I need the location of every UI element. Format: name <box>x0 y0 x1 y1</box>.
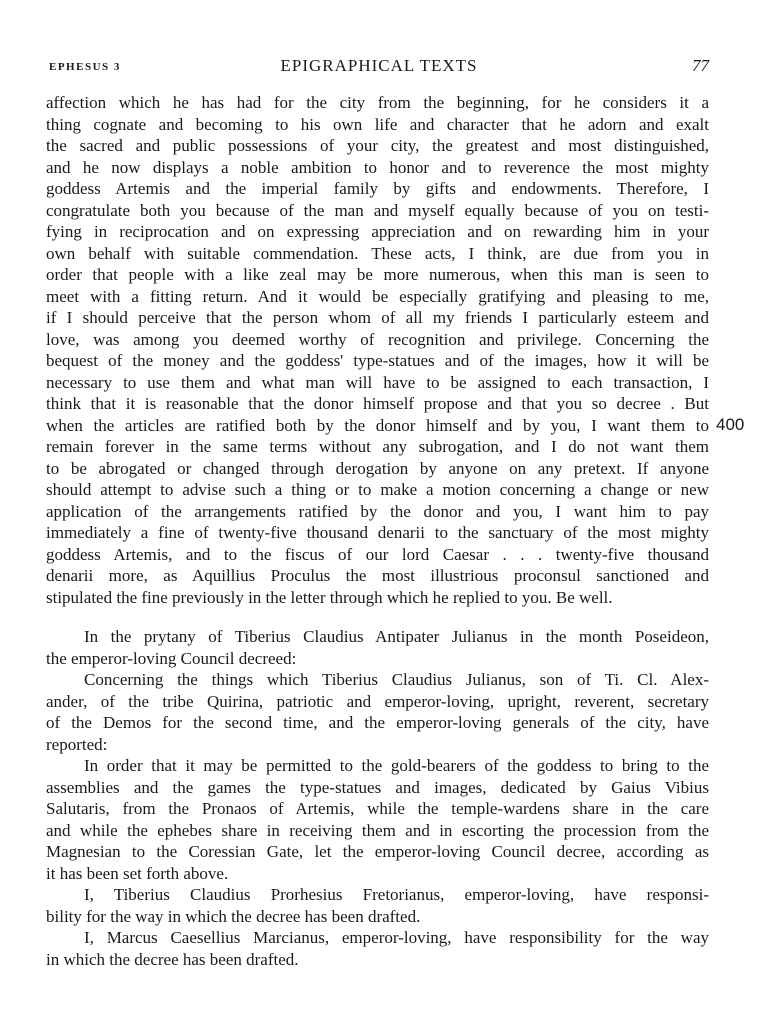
text-line: of the Demos for the second time, and the emperor-loving generals of the city, have <box>46 713 709 732</box>
text-line: the sacred and public possessions of your city, the greatest and most distinguished, <box>46 136 709 155</box>
text-line: Concerning the things which Tiberius Claudius Julianus, son of Ti. Cl. Alex- <box>84 670 709 689</box>
page-number: 77 <box>692 56 709 75</box>
text-line: Salutaris, from the Pronaos of Artemis, while the temple-wardens share in the care <box>46 799 709 818</box>
header-section-label: EPHESUS 3 <box>49 61 121 73</box>
text-line: meet with a fitting return. And it would be especially gratifying and pleasing to me, <box>46 286 709 306</box>
text-line: fying in reciprocation and on expressing appreciation and on rewarding him in your <box>46 222 709 241</box>
text-line: remain forever in the same terms without any subrogation, and I do not want them <box>46 437 709 456</box>
text-line: order that people with a like zeal may be more numerous, when this man is seen to <box>46 265 709 284</box>
text-line: goddess Artemis and the imperial family by gifts and endowments. Therefore, I <box>46 179 709 198</box>
text-line: should attempt to advise such a thing or to make a motion concerning a change or new <box>46 480 709 499</box>
text-line: bequest of the money and the goddess' type-statues and of the images, how it will be <box>46 351 709 370</box>
text-line: denarii more, as Aquillius Proculus the most illustrious proconsul sanctioned and <box>46 566 709 585</box>
text-line: stipulated the fine previously in the letter through which he replied to you. Be well. <box>46 587 613 607</box>
text-line: In order that it may be permitted to the gold-bearers of the goddess to bring to the <box>84 756 709 775</box>
letter-paragraph <box>46 92 709 608</box>
text-line: love, was among you deemed worthy of recognition and privilege. Concerning the <box>46 329 709 349</box>
text-line: bility for the way in which the decree has been drafted. <box>46 906 421 926</box>
text-line: it has been set forth above. <box>46 863 229 883</box>
text-line: in which the decree has been drafted. <box>46 949 299 969</box>
text-line: thing cognate and becoming to his own life and character that he adorn and exalt <box>46 114 709 134</box>
running-header <box>49 56 709 80</box>
margin-line-number: 400 <box>716 415 745 434</box>
text-line: assemblies and the games the type-statues and images, dedicated by Gaius Vibius <box>46 777 709 797</box>
text-line: think that it is reasonable that the donor himself propose and that you so decree . But <box>46 394 709 413</box>
text-line: affection which he has had for the city from the beginning, for he considers it a <box>46 93 709 112</box>
text-line: In the prytany of Tiberius Claudius Antipater Julianus in the month Poseideon, <box>84 627 709 646</box>
text-line: to be abrogated or changed through derogation by anyone on any pretext. If anyone <box>46 458 709 478</box>
text-line: I, Marcus Caesellius Marcianus, emperor-loving, have responsibility for the way <box>84 928 709 947</box>
text-line: congratulate both you because of the man and myself equally because of you on testi- <box>46 200 709 220</box>
text-line: Magnesian to the Coressian Gate, let the emperor-loving Council decree, according as <box>46 842 709 861</box>
text-line: when the articles are ratified both by the donor himself and by you, I want them to <box>46 415 709 435</box>
text-line: and while the ephebes share in receiving them and in escorting the procession from the <box>46 820 709 840</box>
text-line: the emperor-loving Council decreed: <box>46 648 297 668</box>
text-line: ander, of the tribe Quirina, patriotic and emperor-loving, upright, reverent, secretary <box>46 691 709 711</box>
text-line: and he now displays a noble ambition to honor and to reverence the most mighty <box>46 157 709 177</box>
text-line: necessary to use them and what man will have to be assigned to each transaction, I <box>46 372 709 392</box>
text-line: goddess Artemis, and to the fiscus of our lord Caesar . . . twenty-five thousand <box>46 544 709 564</box>
text-line: immediately a fine of twenty-five thousand denarii to the sanctuary of the most mighty <box>46 523 709 542</box>
text-line: if I should perceive that the person whom of all my friends I particularly esteem and <box>46 308 709 327</box>
text-line: reported: <box>46 734 108 754</box>
decree-paragraphs <box>46 626 709 970</box>
header-title: EPIGRAPHICAL TEXTS <box>280 56 478 75</box>
text-line: own behalf with suitable commendation. These acts, I think, are due from you in <box>46 243 709 263</box>
text-line: I, Tiberius Claudius Prorhesius Fretorianus, emperor-loving, have responsi- <box>84 885 709 904</box>
text-line: application of the arrangements ratified by the donor and you, I want him to pay <box>46 501 709 521</box>
